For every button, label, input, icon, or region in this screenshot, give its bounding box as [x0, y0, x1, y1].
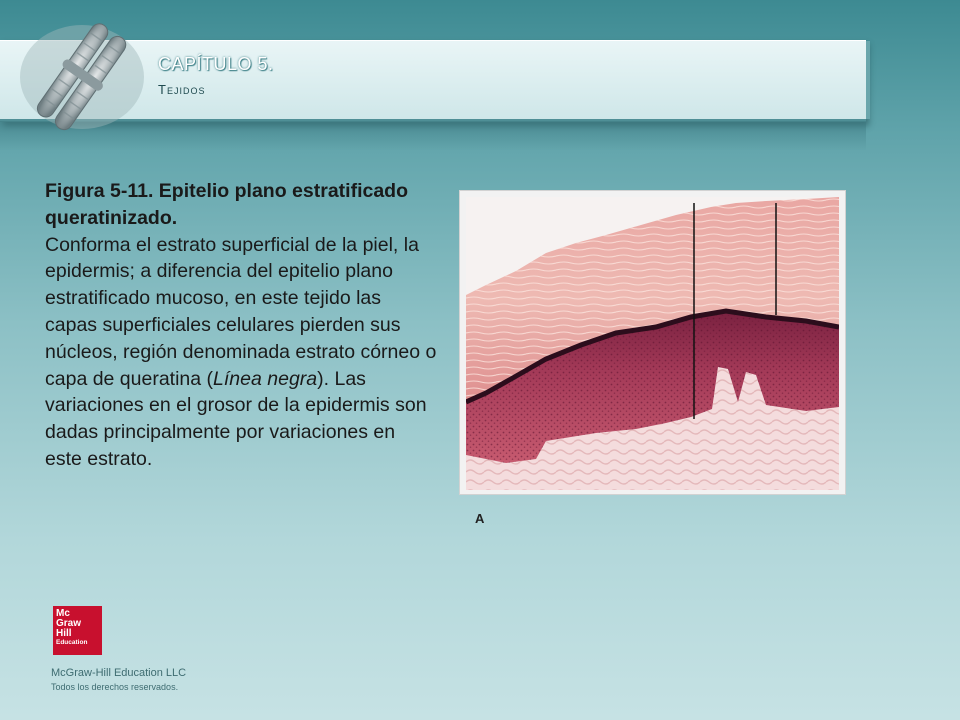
publisher-name: McGraw-Hill Education LLC [51, 667, 187, 679]
figure-text-italic: Línea negra [213, 367, 318, 390]
figure-description [45, 178, 437, 473]
mcgraw-hill-logo [53, 606, 102, 655]
logo-line-1: Mc [56, 608, 70, 619]
header-band-edge [866, 41, 870, 119]
figure-text-part-1: Conforma el estrato superficial de la piel, la epidermis; a diferencia del epitelio plano estratificado mucoso, en este tejido las capas superficiales celulares pierden sus núcleos, región denominada estrato córneo o capa de queratina ( [45, 233, 437, 390]
logo-line-3: Hill [56, 628, 72, 639]
chromosome-icon [12, 18, 152, 136]
figure-panel-label: A [475, 511, 485, 526]
figure-text-part-2: ). Las variaciones en el grosor de la epidermis son dadas principalmente por variaciones en este estrato. [45, 367, 427, 470]
chapter-title: CAPÍTULO 5. [158, 54, 274, 74]
epithelium-micrograph [466, 197, 839, 490]
figure-title: Figura 5-11. Epitelio plano estratificado queratinizado. [45, 180, 408, 229]
rights-notice: Todos los derechos reservados. [51, 682, 179, 692]
chapter-subtitle: Tejidos [158, 82, 206, 97]
micrograph-frame [459, 190, 846, 495]
logo-line-2: Graw [56, 618, 82, 629]
logo-line-4: Education [56, 639, 88, 646]
